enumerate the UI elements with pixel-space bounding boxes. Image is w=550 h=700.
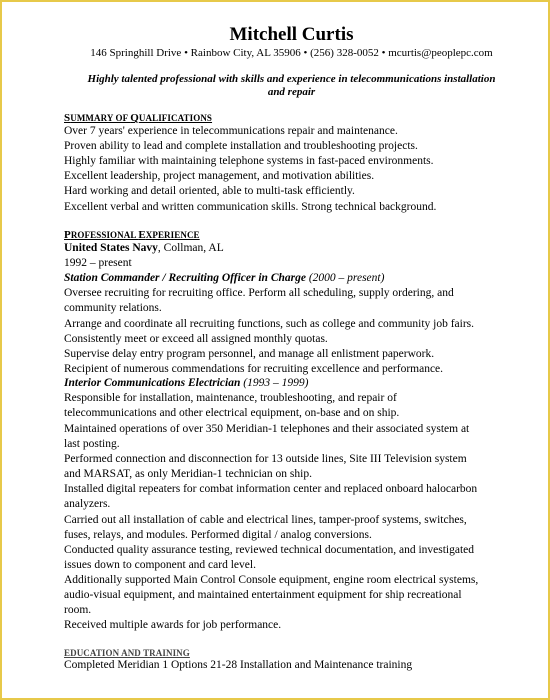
role-2-line: telecommunications and other electrical equipment, on-base and on ship. bbox=[64, 407, 400, 419]
summary-item: Proven ability to lead and complete installation and troubleshooting projects. bbox=[64, 140, 418, 152]
role-2-dates: (1993 – 1999) bbox=[240, 377, 309, 389]
role-2-line: Installed digital repeaters for combat information center and replaced onboard halocarbon bbox=[64, 483, 478, 495]
headline-line-1: Highly talented professional with skills and experience in telecommunications installation bbox=[87, 73, 496, 85]
summary-item: Hard working and detail oriented, able to multi-task efficiently. bbox=[64, 185, 355, 197]
summary-item: Excellent verbal and written communication skills. Strong technical background. bbox=[64, 201, 437, 213]
role-1-line: community relations. bbox=[64, 302, 162, 314]
experience-heading: PROFESSIONAL EXPERIENCE bbox=[64, 229, 200, 241]
summary-item: Over 7 years' experience in telecommunications repair and maintenance. bbox=[64, 125, 398, 137]
role-2-line: Performed connection and disconnection for 13 outside lines, Site III Television system bbox=[64, 453, 467, 465]
candidate-name: Mitchell Curtis bbox=[229, 24, 354, 45]
role-2-line: Carried out all installation of cable and electrical lines, tamper-proof systems, switches, bbox=[64, 514, 467, 526]
role-2-line: last posting. bbox=[64, 438, 120, 450]
summary-heading: SUMMARY OF QUALIFICATIONS bbox=[64, 112, 213, 124]
role-1-dates: (2000 – present) bbox=[305, 272, 385, 284]
role-1-line: Arrange and coordinate all recruiting functions, such as college and community job fairs. bbox=[64, 318, 475, 330]
role-2-line: issues down to component and card level. bbox=[64, 559, 256, 571]
role-2-line: analyzers. bbox=[64, 498, 111, 510]
summary-item: Excellent leadership, project management, and motivation abilities. bbox=[64, 170, 375, 182]
role-2-line: and MARSAT, as only Meridian-1 technician on ship. bbox=[64, 468, 312, 480]
role-2-line: fuses, relays, and modules. Performed digital / analog conversions. bbox=[64, 529, 372, 541]
role-1-line: Oversee recruiting for recruiting office. Perform all scheduling, supply ordering, and bbox=[64, 287, 454, 299]
role-1-line: Consistently meet or exceed all assigned monthly quotas. bbox=[64, 333, 328, 345]
role-1-line: Supervise delay entry program personnel, and manage all enlistment paperwork. bbox=[64, 348, 435, 360]
role-2-line: audio-visual equipment, and maintained entertainment equipment for ship recreational bbox=[64, 589, 462, 601]
employer-name: United States Navy bbox=[64, 242, 158, 254]
employer-location: , Collman, AL bbox=[157, 242, 224, 254]
role-2-line: Received multiple awards for job performance. bbox=[64, 619, 282, 631]
role-1-line: Recipient of numerous commendations for recruiting excellence and performance. bbox=[64, 363, 444, 375]
employer-line bbox=[64, 241, 519, 256]
education-item: Completed Meridian 1 Options 21-28 Installation and Maintenance training bbox=[64, 659, 413, 671]
education-heading: EDUCATION AND TRAINING bbox=[64, 648, 190, 658]
summary-item: Highly familiar with maintaining telephone systems in fast-paced environments. bbox=[64, 155, 434, 167]
headline-line-2: and repair bbox=[267, 86, 316, 98]
contact-line: 146 Springhill Drive • Rainbow City, AL 35906 • (256) 328-0052 • mcurtis@peoplepc.com bbox=[90, 47, 493, 59]
role-2-line: Conducted quality assurance testing, reviewed technical documentation, and investigated bbox=[64, 544, 475, 556]
role-2-line: Responsible for installation, maintenance, troubleshooting, and repair of bbox=[64, 392, 397, 404]
role-2-line: Additionally supported Main Control Console equipment, engine room electrical systems, bbox=[64, 574, 479, 586]
role-1-heading bbox=[64, 271, 519, 286]
role-2-line: Maintained operations of over 350 Meridian-1 telephones and their associated system at bbox=[64, 423, 470, 435]
headline bbox=[64, 73, 519, 99]
role-2-line: room. bbox=[64, 604, 92, 616]
employment-dates: 1992 – present bbox=[64, 257, 132, 269]
role-2-heading bbox=[64, 376, 519, 391]
role-1-title: Station Commander / Recruiting Officer in Charge bbox=[64, 272, 306, 284]
role-2-title: Interior Communications Electrician bbox=[64, 377, 241, 389]
